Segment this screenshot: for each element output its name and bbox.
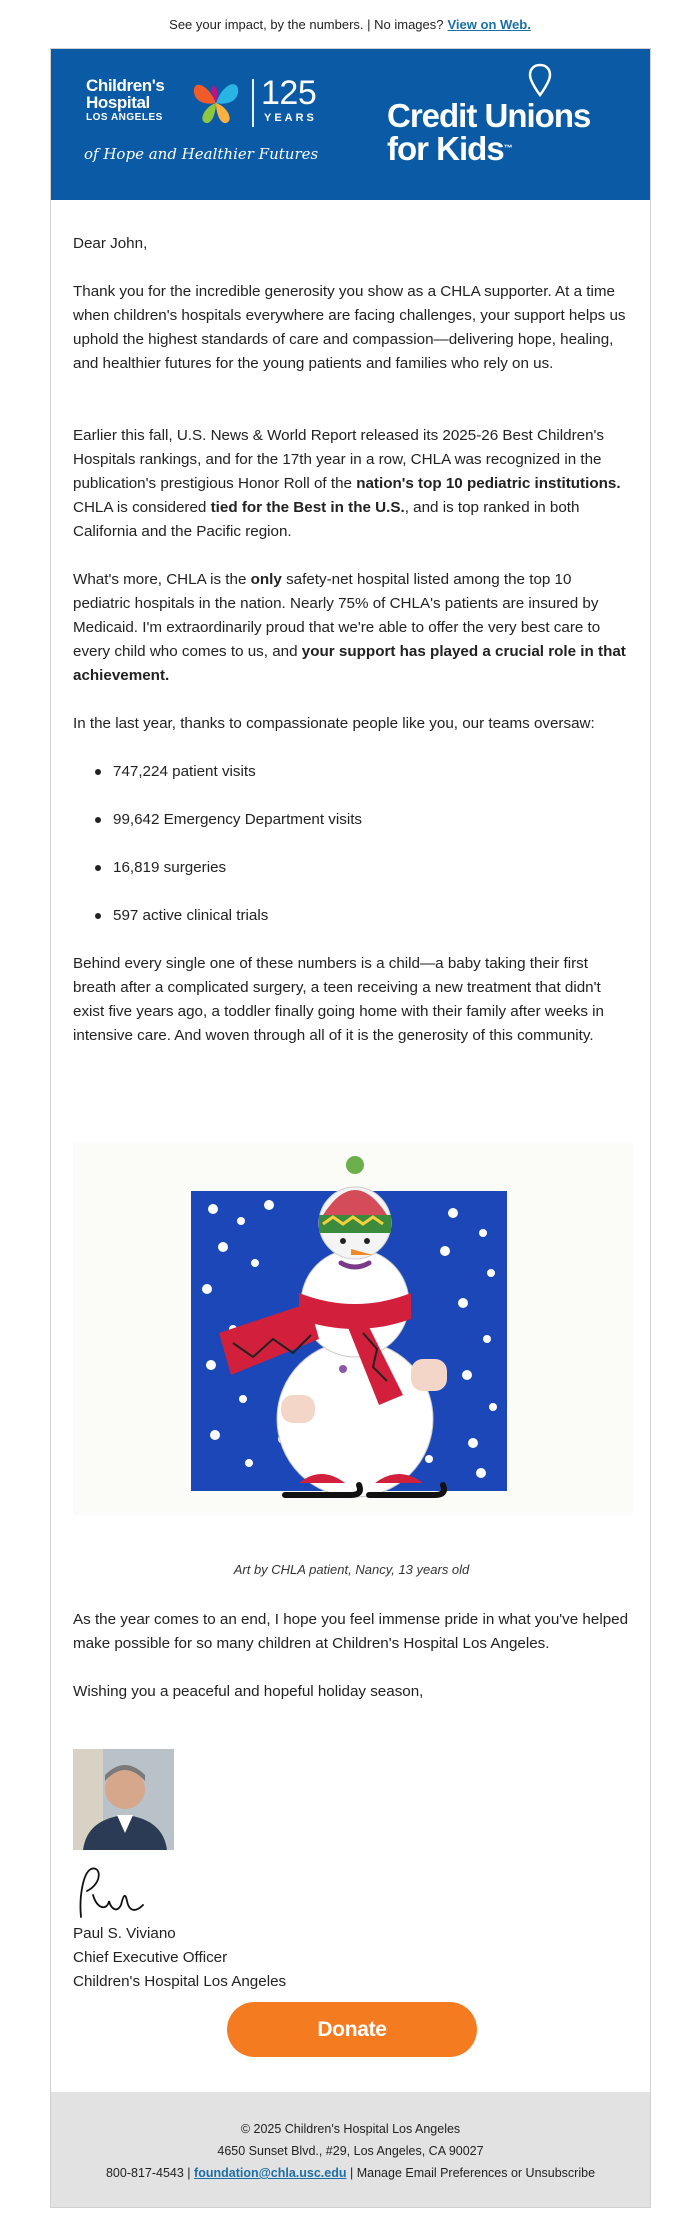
donate-button[interactable]: Donate — [227, 2002, 477, 2057]
logo-divider — [252, 79, 254, 127]
footer — [51, 2092, 650, 2207]
list-item: 99,642 Emergency Department visits — [93, 808, 362, 832]
cuk-line1: Credit Unions — [387, 97, 591, 134]
paragraph-rankings: Earlier this fall, U.S. News & World Report released its 2025-26 Best Children's Hospitals rankings, and for the 17th year in a row, CHLA was recognized in the publication's prestigious Honor Roll of the nation's top 10 pediatric institutions. CHLA is considered tied for the Best in the U.S., and is top ranked in both California and the Pacific region. — [73, 427, 621, 540]
paragraph-wishes: Wishing you a peaceful and hopeful holiday season, — [73, 1683, 424, 1700]
email-card — [50, 48, 651, 2208]
ceo-organization: Children's Hospital Los Angeles — [73, 1973, 287, 1990]
ceo-name: Paul S. Viviano — [73, 1925, 176, 1942]
paragraph-year-end: As the year comes to an end, I hope you feel immense pride in what you've helped make possible for so many children at Children's Hospital Los Angeles. — [73, 1611, 629, 1652]
header-banner — [51, 49, 650, 200]
cuk-line2: for Kids™ — [387, 130, 512, 167]
footer-copyright: © 2025 Children's Hospital Los Angeles — [240, 2122, 461, 2136]
list-item: 16,819 surgeries — [93, 856, 226, 880]
footer-contact: 800-817-4543 | foundation@chla.usc.edu | Manage Email Preferences or Unsubscribe — [105, 2166, 596, 2180]
artwork-caption: Art by CHLA patient, Nancy, 13 years old — [233, 1562, 470, 1577]
chla-name-line2: Hospital — [86, 93, 150, 112]
signature-block — [73, 1922, 286, 1994]
preheader-text: See your impact, by the numbers. | No images? — [169, 16, 444, 32]
ceo-signature — [73, 1861, 145, 1921]
cuk-wordmark — [387, 99, 590, 165]
paragraph-thanks: Thank you for the incredible generosity you show as a CHLA supporter. At a time when children's hospitals everywhere are facing challenges, your support helps us uphold the highest standards of care and compassion—delivering hope, healing, and healthier futures for the young patients and families who rely on us. — [73, 283, 626, 372]
greeting: Dear John, — [73, 235, 148, 252]
anniversary-word: YEARS — [264, 112, 317, 124]
view-on-web-link[interactable]: View on Web. — [447, 16, 531, 32]
chla-name — [86, 77, 196, 124]
tagline: of Hope and Healthier Futures — [84, 145, 319, 163]
paragraph-behind-numbers: Behind every single one of these numbers is a child—a baby taking their first breath after a complicated surgery, a teen receiving a new treatment that didn't exist five years ago, a toddler finally going home with their family after weeks in intensive care. And woven through all of it is the generosity of this community. — [73, 955, 604, 1044]
paragraph-safety-net: What's more, CHLA is the only safety-net hospital listed among the top 10 pediatric hospitals in the nation. Nearly 75% of CHLA's patients are insured by Medicaid. I'm extraordinarily proud that we're able to offer the very best care to every child who comes to us, and your support has played a crucial role in that achievement. — [73, 571, 626, 684]
ceo-title: Chief Executive Officer — [73, 1949, 228, 1966]
butterfly-icon — [190, 77, 242, 127]
chla-125-logo — [84, 75, 324, 175]
manage-preferences-link[interactable]: Manage Email Preferences or Unsubscribe — [356, 2166, 596, 2180]
chla-name-line1: Children's — [86, 76, 165, 95]
footer-email-link[interactable]: foundation@chla.usc.edu — [194, 2166, 347, 2180]
list-item: 747,224 patient visits — [93, 760, 256, 784]
ceo-photo — [73, 1749, 174, 1850]
list-item: 597 active clinical trials — [93, 904, 268, 928]
snowman-artwork — [73, 1143, 633, 1515]
credit-unions-for-kids-logo — [381, 63, 631, 183]
preheader — [0, 0, 700, 48]
paragraph-oversaw: In the last year, thanks to compassionate people like you, our teams oversaw: — [73, 715, 595, 732]
anniversary-number: 125 — [261, 74, 317, 112]
footer-phone: 800-817-4543 — [105, 2166, 184, 2180]
footer-address: 4650 Sunset Blvd., #29, Los Angeles, CA 90027 — [217, 2144, 484, 2158]
location-pin-icon — [528, 63, 552, 97]
chla-name-line3: LOS ANGELES — [86, 112, 163, 123]
